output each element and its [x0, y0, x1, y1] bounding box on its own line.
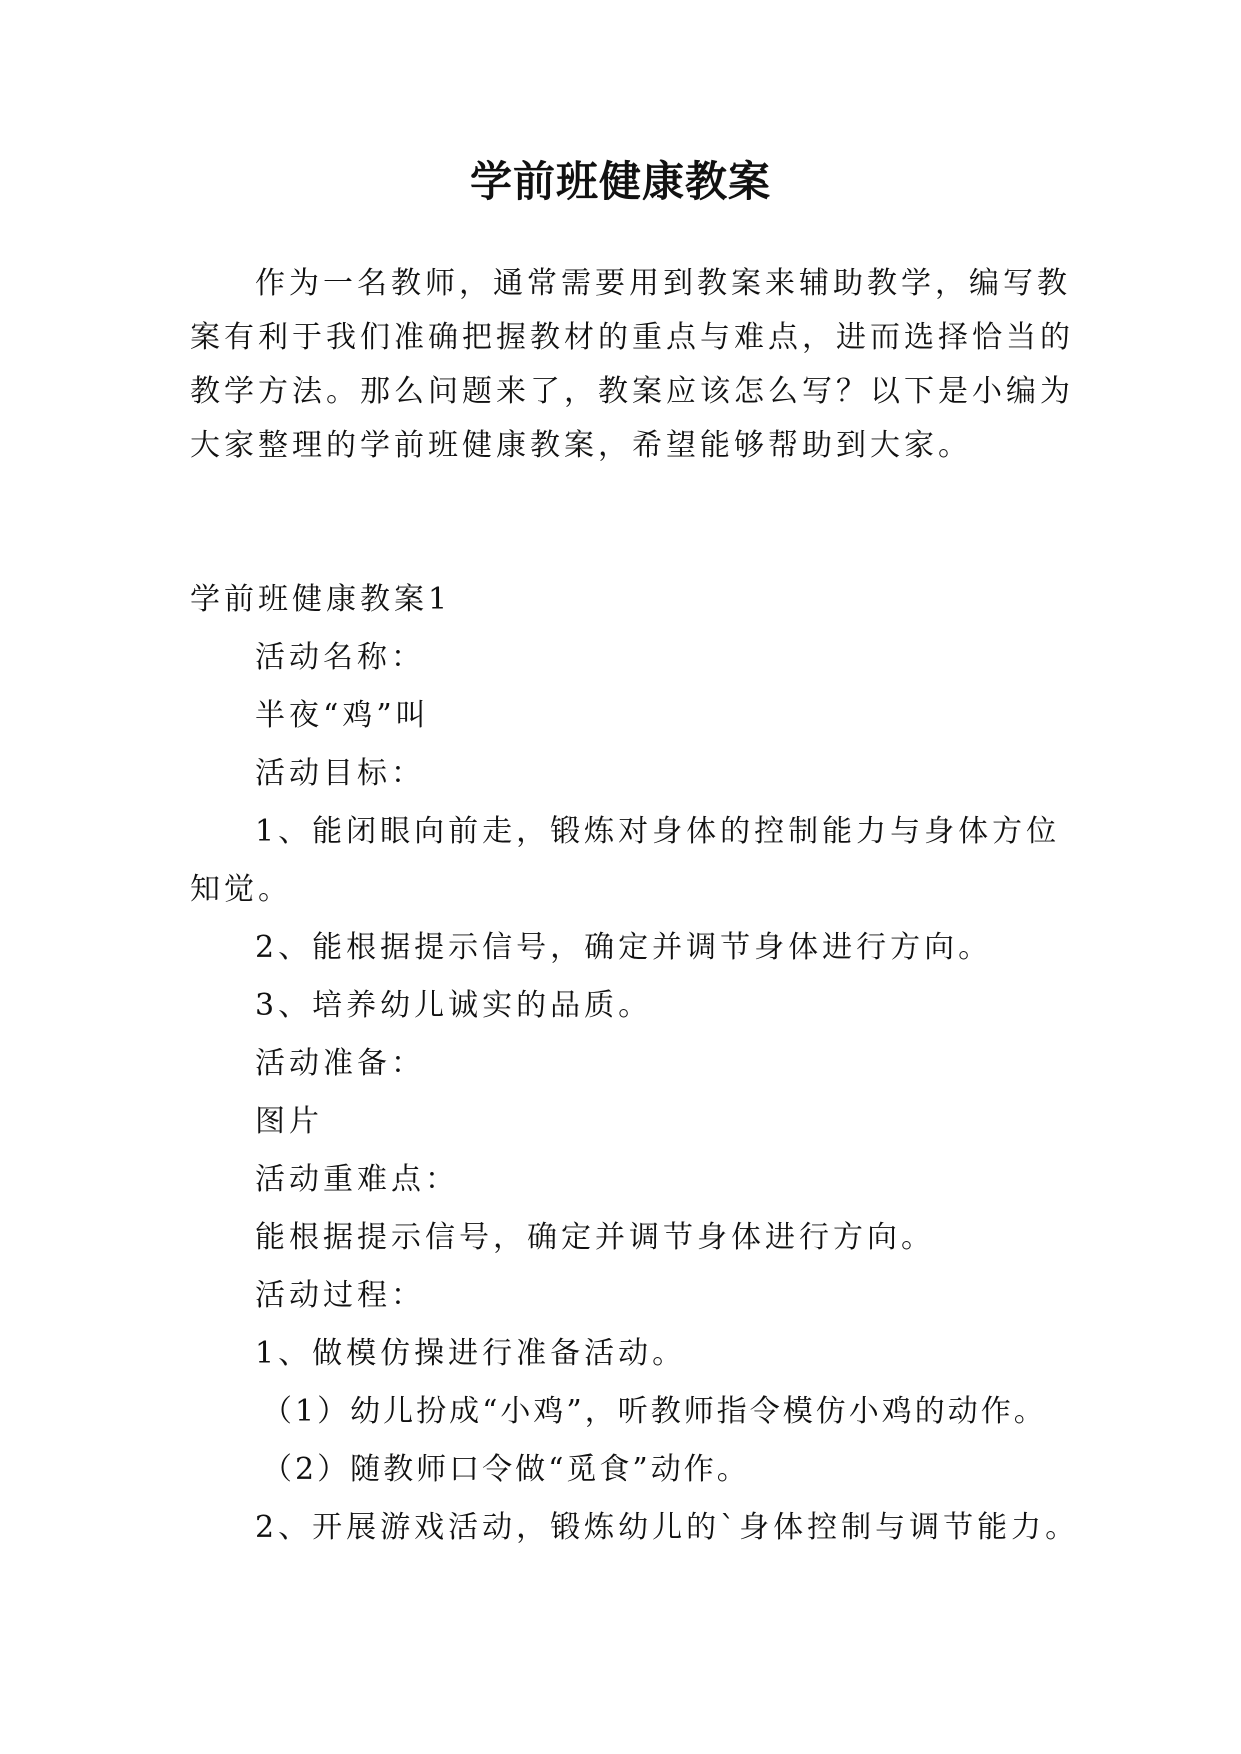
body-line-8: 活动准备：	[255, 1046, 425, 1081]
body-line-1: 活动名称：	[255, 640, 425, 675]
intro-line-3: 教学方法。那么问题来了，教案应该怎么写？以下是小编为	[190, 374, 1074, 409]
body-line-4: 1、能闭眼向前走，锻炼对身体的控制能力与身体方位	[255, 814, 1061, 849]
intro-line-1: 作为一名教师，通常需要用到教案来辅助教学，编写教	[255, 266, 1071, 301]
body-line-5: 知觉。	[190, 872, 292, 907]
section-heading: 学前班健康教案1	[190, 582, 452, 617]
body-line-15: （2）随教师口令做“觅食”动作。	[262, 1452, 750, 1487]
body-line-10: 活动重难点：	[255, 1162, 459, 1197]
body-line-6: 2、能根据提示信号，确定并调节身体进行方向。	[255, 930, 993, 965]
body-line-9: 图片	[255, 1104, 323, 1139]
intro-line-4: 大家整理的学前班健康教案，希望能够帮助到大家。	[190, 428, 972, 463]
body-line-7: 3、培养幼儿诚实的品质。	[255, 988, 653, 1023]
body-line-11: 能根据提示信号，确定并调节身体进行方向。	[255, 1220, 935, 1255]
body-line-13: 1、做模仿操进行准备活动。	[255, 1336, 687, 1371]
document-title: 学前班健康教案	[469, 157, 771, 206]
body-line-12: 活动过程：	[255, 1278, 425, 1313]
body-line-3: 活动目标：	[255, 756, 425, 791]
body-line-2: 半夜“鸡”叫	[255, 698, 430, 733]
intro-line-2: 案有利于我们准确把握教材的重点与难点，进而选择恰当的	[190, 320, 1074, 355]
body-line-16: 2、开展游戏活动，锻炼幼儿的`身体控制与调节能力。	[255, 1510, 1080, 1545]
body-line-14: （1）幼儿扮成“小鸡”，听教师指令模仿小鸡的动作。	[262, 1394, 1047, 1429]
